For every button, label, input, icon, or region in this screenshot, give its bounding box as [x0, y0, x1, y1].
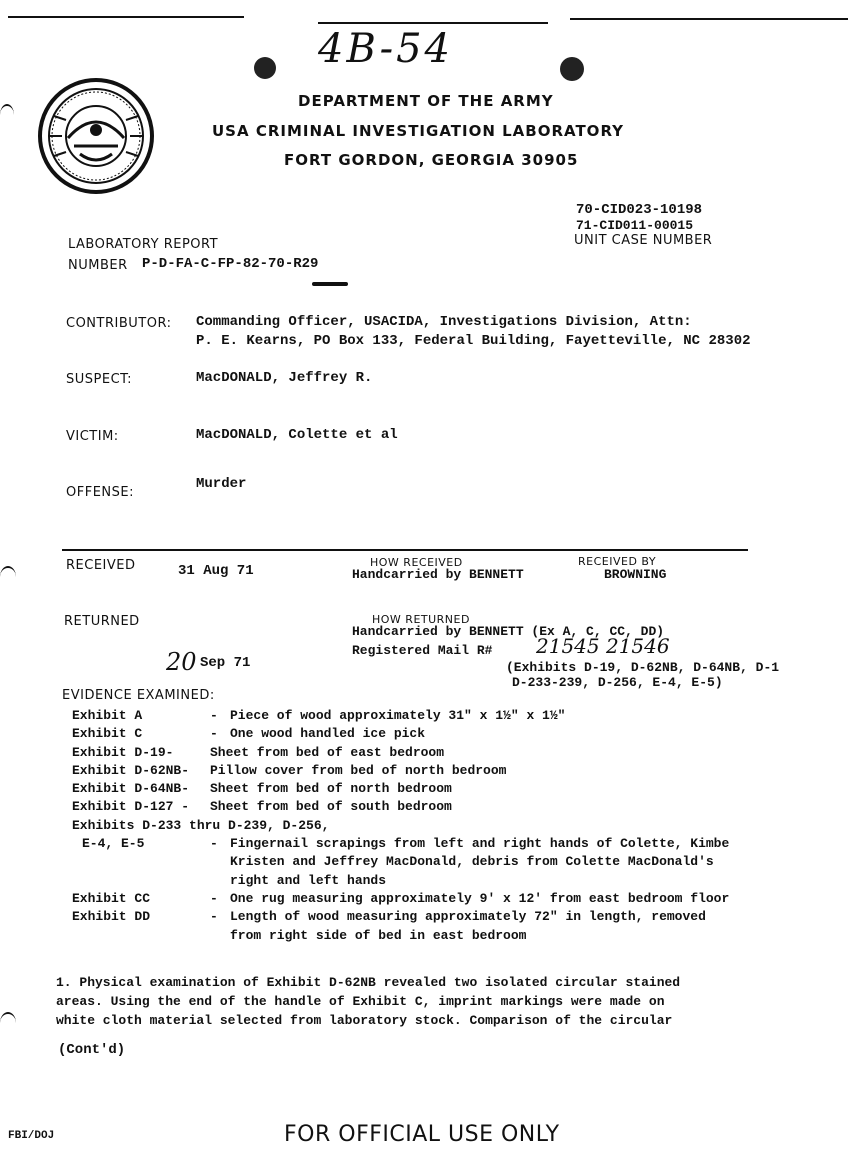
underline-mark — [312, 282, 348, 286]
evidence-item: Exhibit D-127 - Sheet from bed of south bedroom — [72, 799, 452, 815]
lab-report-number-label: NUMBER — [68, 258, 128, 273]
handwritten-file-number: 4B-54 — [318, 26, 453, 72]
lab-report-label: LABORATORY REPORT — [68, 237, 219, 252]
how-returned-line-2: Registered Mail R# — [352, 643, 493, 658]
how-returned-label: HOW RETURNED — [372, 613, 470, 626]
evidence-heading: EVIDENCE EXAMINED: — [62, 688, 215, 703]
scan-rule — [318, 22, 548, 24]
returned-exhibits-line-1: (Exhibits D-19, D-62NB, D-64NB, D-1 — [506, 660, 780, 675]
lab-report-number: P-D-FA-C-FP-82-70-R29 — [142, 256, 319, 272]
received-by-label: RECEIVED BY — [578, 555, 657, 568]
evidence-item: Exhibit C - One wood handled ice pick — [72, 726, 426, 742]
evidence-item: Exhibit D-62NB- Pillow cover from bed of north bedroom — [72, 762, 507, 778]
victim-label: VICTIM: — [66, 429, 119, 444]
offense-value: Murder — [196, 476, 247, 492]
received-date: 31 Aug 71 — [178, 563, 254, 579]
header-laboratory: USA CRIMINAL INVESTIGATION LABORATORY — [212, 122, 625, 140]
contributor-line-2: P. E. Kearns, PO Box 133, Federal Building, Fayetteville, NC 28302 — [196, 333, 751, 349]
victim-value: MacDONALD, Colette et al — [196, 427, 398, 443]
unit-case-label: UNIT CASE NUMBER — [574, 233, 713, 248]
evidence-item: Exhibit D-19- Sheet from bed of east bedroom — [72, 744, 445, 760]
suspect-label: SUSPECT: — [66, 372, 133, 387]
contributor-line-1: Commanding Officer, USACIDA, Investigations Division, Attn: — [196, 314, 692, 330]
army-seal-icon — [36, 76, 156, 201]
evidence-group-line: Exhibits D-233 thru D-239, D-256, — [72, 817, 330, 833]
unit-case-number-2: 71-CID011-00015 — [576, 218, 694, 233]
evidence-group-item: E-4, E-5 - Fingernail scrapings from left and right hands of Colette, Kimbe — [82, 836, 730, 852]
how-returned-line-1: Handcarried by BENNETT (Ex A, C, CC, DD) — [352, 624, 665, 639]
evidence-list — [72, 707, 729, 945]
section-divider — [62, 549, 748, 551]
contributor-label: CONTRIBUTOR: — [66, 316, 172, 331]
evidence-item: Exhibit A - Piece of wood approximately 31" x 1½" x 1½" — [72, 708, 566, 723]
punch-hole-icon — [254, 57, 276, 79]
scan-mark — [0, 1012, 16, 1034]
scan-mark — [0, 104, 14, 126]
evidence-item-desc-cont: from right side of bed in east bedroom — [230, 927, 527, 943]
footer-official-use: FOR OFFICIAL USE ONLY — [284, 1122, 560, 1147]
punch-hole-icon — [560, 57, 584, 81]
returned-label: RETURNED — [64, 614, 140, 629]
offense-label: OFFENSE: — [66, 485, 134, 500]
evidence-item: Exhibit D-64NB- Sheet from bed of north bedroom — [72, 781, 452, 797]
continued-marker: (Cont'd) — [58, 1042, 126, 1058]
evidence-group-desc: right and left hands — [230, 872, 387, 888]
received-label: RECEIVED — [66, 558, 136, 573]
header-location: FORT GORDON, GEORGIA 30905 — [284, 151, 579, 169]
suspect-value: MacDONALD, Jeffrey R. — [196, 370, 373, 386]
returned-date-typed: Sep 71 — [200, 655, 251, 671]
how-received-label: HOW RECEIVED — [370, 556, 463, 569]
registered-numbers-handwritten: 21545 21546 — [536, 634, 670, 658]
unit-case-number-1: 70-CID023-10198 — [576, 202, 703, 218]
evidence-item: Exhibit CC - One rug measuring approximately 9' x 12' from east bedroom floor — [72, 890, 730, 906]
received-by-value: BROWNING — [604, 567, 667, 582]
returned-date-handwritten: 20 — [166, 648, 197, 676]
evidence-item: Exhibit DD - Length of wood measuring approximately 72" in length, removed — [72, 909, 706, 925]
scan-rule — [570, 18, 848, 20]
scan-mark — [0, 566, 16, 588]
evidence-group-desc: Kristen and Jeffrey MacDonald, debris from Colette MacDonald's — [230, 854, 714, 870]
findings-paragraph: 1. Physical examination of Exhibit D-62NB revealed two isolated circular stained areas. Using the end of the handle of Exhibit C, imprint markings were made on white cloth material selected from laboratory stock. Comparison of the circular — [56, 975, 681, 1028]
returned-exhibits-line-2: D-233-239, D-256, E-4, E-5) — [512, 675, 723, 690]
how-received-value: Handcarried by BENNETT — [352, 567, 524, 582]
scan-rule — [8, 16, 244, 18]
footer-code: FBI/DOJ — [8, 1130, 55, 1142]
header-department: DEPARTMENT OF THE ARMY — [298, 92, 554, 110]
